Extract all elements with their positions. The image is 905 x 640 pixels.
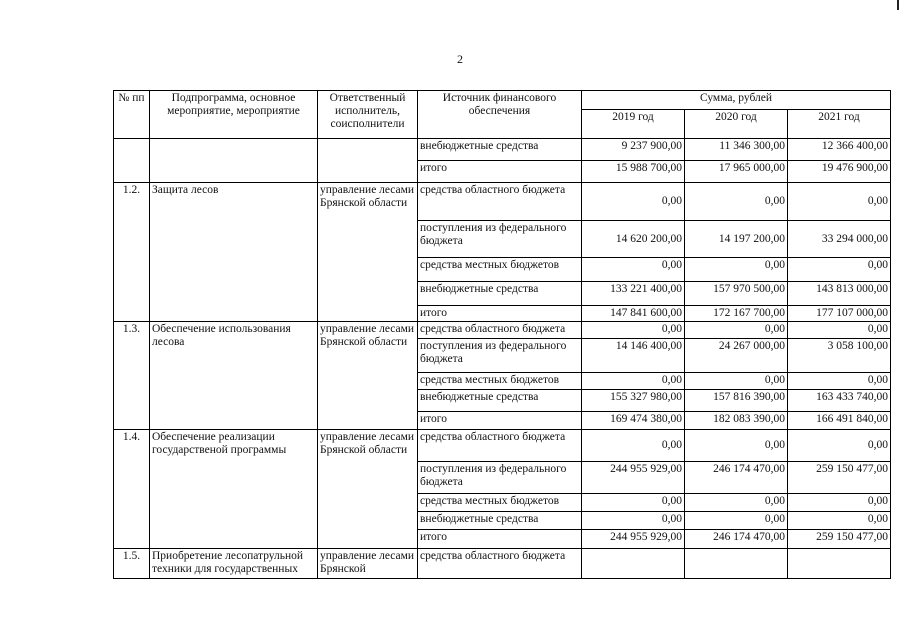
source-cell: внебюджетные средства xyxy=(418,390,582,412)
scan-edge-mark xyxy=(897,0,899,10)
value-cell: 244 955 929,00 xyxy=(582,462,685,494)
funding-table xyxy=(113,90,891,579)
section-title: Защита лесов xyxy=(150,183,318,322)
value-cell: 143 813 000,00 xyxy=(788,282,891,306)
source-cell: средства областного бюджета xyxy=(418,549,582,579)
source-cell: средства областного бюджета xyxy=(418,183,582,221)
value-cell: 9 237 900,00 xyxy=(582,139,685,161)
section-executor: управление лесами Брянской области xyxy=(318,183,418,322)
value-cell: 0,00 xyxy=(788,183,891,221)
source-cell: поступления из федерального бюджета xyxy=(418,339,582,373)
section-executor: управление лесами Брянской области xyxy=(318,430,418,549)
value-cell xyxy=(788,549,891,579)
source-cell-total: итого xyxy=(418,530,582,549)
value-cell: 0,00 xyxy=(685,373,788,390)
value-cell: 0,00 xyxy=(685,512,788,530)
value-cell xyxy=(685,549,788,579)
value-cell: 17 965 000,00 xyxy=(685,161,788,183)
value-cell: 172 167 700,00 xyxy=(685,306,788,322)
value-cell: 0,00 xyxy=(582,373,685,390)
source-cell: внебюджетные средства xyxy=(418,512,582,530)
value-cell: 0,00 xyxy=(582,258,685,282)
value-cell: 157 816 390,00 xyxy=(685,390,788,412)
source-cell: поступления из федерального бюджета xyxy=(418,462,582,494)
source-cell-total: итого xyxy=(418,306,582,322)
table-row xyxy=(114,322,891,339)
value-cell: 133 221 400,00 xyxy=(582,282,685,306)
value-cell: 259 150 477,00 xyxy=(788,462,891,494)
value-cell xyxy=(582,549,685,579)
value-cell: 14 197 200,00 xyxy=(685,221,788,258)
source-cell-total: итого xyxy=(418,161,582,183)
value-cell: 0,00 xyxy=(582,183,685,221)
header-sum: Сумма, рублей xyxy=(582,91,891,110)
source-cell: внебюджетные средства xyxy=(418,282,582,306)
value-cell: 14 620 200,00 xyxy=(582,221,685,258)
value-cell: 157 970 500,00 xyxy=(685,282,788,306)
value-cell: 11 346 300,00 xyxy=(685,139,788,161)
section-number: 1.5. xyxy=(114,549,150,579)
value-cell: 14 146 400,00 xyxy=(582,339,685,373)
value-cell: 177 107 000,00 xyxy=(788,306,891,322)
header-year: 2019 год xyxy=(582,110,685,139)
value-cell: 0,00 xyxy=(788,494,891,512)
section-executor: управление лесами Брянской области xyxy=(318,322,418,430)
value-cell: 169 474 380,00 xyxy=(582,412,685,430)
source-cell: средства областного бюджета xyxy=(418,322,582,339)
value-cell: 166 491 840,00 xyxy=(788,412,891,430)
table-row xyxy=(114,139,891,161)
value-cell: 0,00 xyxy=(685,430,788,462)
source-cell: средства местных бюджетов xyxy=(418,258,582,282)
empty-cell xyxy=(150,139,318,183)
value-cell: 246 174 470,00 xyxy=(685,462,788,494)
value-cell: 0,00 xyxy=(788,322,891,339)
value-cell: 0,00 xyxy=(582,430,685,462)
value-cell: 163 433 740,00 xyxy=(788,390,891,412)
header-year: 2020 год xyxy=(685,110,788,139)
value-cell: 0,00 xyxy=(582,494,685,512)
source-cell: средства областного бюджета xyxy=(418,430,582,462)
value-cell: 19 476 900,00 xyxy=(788,161,891,183)
value-cell: 155 327 980,00 xyxy=(582,390,685,412)
value-cell: 15 988 700,00 xyxy=(582,161,685,183)
value-cell: 33 294 000,00 xyxy=(788,221,891,258)
value-cell: 12 366 400,00 xyxy=(788,139,891,161)
value-cell: 0,00 xyxy=(788,258,891,282)
header-program: Подпрограмма, основное мероприятие, мероприятие xyxy=(150,91,318,139)
value-cell: 0,00 xyxy=(788,430,891,462)
page-number: 2 xyxy=(457,52,463,66)
section-executor: управление лесами Брянской xyxy=(318,549,418,579)
source-cell: внебюджетные средства xyxy=(418,139,582,161)
section-title: Обеспечение использования лесова xyxy=(150,322,318,430)
value-cell: 246 174 470,00 xyxy=(685,530,788,549)
source-cell: поступления из федерального бюджета xyxy=(418,221,582,258)
value-cell: 0,00 xyxy=(685,183,788,221)
value-cell: 0,00 xyxy=(788,373,891,390)
value-cell: 0,00 xyxy=(582,512,685,530)
value-cell: 0,00 xyxy=(685,322,788,339)
value-cell: 0,00 xyxy=(788,512,891,530)
value-cell: 244 955 929,00 xyxy=(582,530,685,549)
value-cell: 3 058 100,00 xyxy=(788,339,891,373)
empty-cell xyxy=(114,139,150,183)
source-cell: средства местных бюджетов xyxy=(418,494,582,512)
value-cell: 0,00 xyxy=(685,494,788,512)
value-cell: 259 150 477,00 xyxy=(788,530,891,549)
section-number: 1.2. xyxy=(114,183,150,322)
value-cell: 0,00 xyxy=(582,322,685,339)
table-row xyxy=(114,549,891,579)
source-cell-total: итого xyxy=(418,412,582,430)
value-cell: 0,00 xyxy=(685,258,788,282)
header-num: № пп xyxy=(114,91,150,139)
section-title: Обеспечение реализации государственой программы xyxy=(150,430,318,549)
section-number: 1.3. xyxy=(114,322,150,430)
section-number: 1.4. xyxy=(114,430,150,549)
source-cell: средства местных бюджетов xyxy=(418,373,582,390)
header-year: 2021 год xyxy=(788,110,891,139)
empty-cell xyxy=(318,139,418,183)
section-title: Приобретение лесопатрульной техники для государственных xyxy=(150,549,318,579)
value-cell: 147 841 600,00 xyxy=(582,306,685,322)
value-cell: 182 083 390,00 xyxy=(685,412,788,430)
table-row xyxy=(114,183,891,221)
value-cell: 24 267 000,00 xyxy=(685,339,788,373)
header-source: Источник финансового обеспечения xyxy=(418,91,582,139)
header-executor: Ответственный исполнитель, соисполнители xyxy=(318,91,418,139)
table-row xyxy=(114,430,891,462)
